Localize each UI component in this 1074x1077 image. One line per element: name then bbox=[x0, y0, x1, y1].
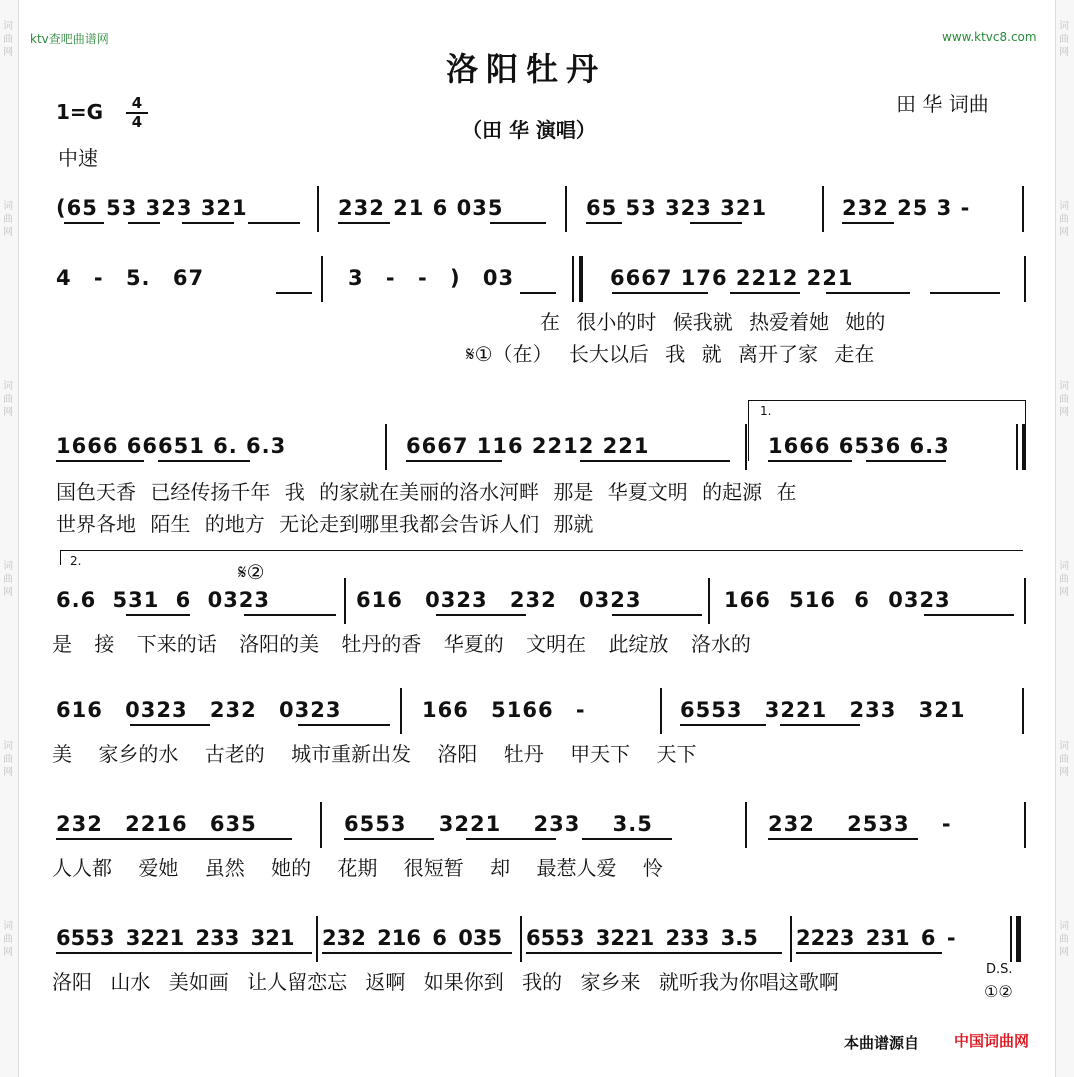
score-measure: 6667 176 2212 221 bbox=[610, 266, 854, 290]
side-watermark: 词曲网 bbox=[3, 561, 13, 598]
bar-line bbox=[400, 688, 402, 734]
volta-label: 1. bbox=[760, 404, 772, 418]
side-watermark: 词曲网 bbox=[3, 741, 13, 778]
beam bbox=[64, 222, 104, 224]
bar-line bbox=[660, 688, 662, 734]
beam bbox=[866, 460, 946, 462]
beam bbox=[56, 952, 312, 954]
song-singer: （田 华 演唱） bbox=[462, 118, 596, 142]
beam bbox=[322, 952, 512, 954]
score-measure: 166 5166 - bbox=[422, 698, 586, 722]
score-measure: 65 53 323 321 bbox=[586, 196, 768, 220]
score-measure: 2223 231 6 - bbox=[796, 926, 956, 950]
song-author: 田 华 词曲 bbox=[896, 92, 989, 116]
lyric-line: 人人都 爱她 虽然 她的 花期 很短暂 却 最惹人爱 怜 bbox=[52, 856, 663, 880]
time-sig-bottom: 4 bbox=[131, 113, 143, 131]
segno-mark: 𝄋② bbox=[238, 560, 265, 584]
beam bbox=[582, 838, 672, 840]
score-measure: 232 25 3 - bbox=[842, 196, 971, 220]
score-measure: (65 53 323 321 bbox=[56, 196, 248, 220]
beam bbox=[796, 952, 942, 954]
score-measure: 6667 116 2212 221 bbox=[406, 434, 650, 458]
side-watermark: 词曲网 bbox=[3, 21, 13, 58]
beam bbox=[768, 838, 918, 840]
beam bbox=[298, 724, 390, 726]
bar-line bbox=[344, 578, 346, 624]
score-measure: 6553 3221 233 321 bbox=[680, 698, 966, 722]
side-watermark: 词曲网 bbox=[1059, 381, 1069, 418]
beam bbox=[490, 222, 546, 224]
bar-line bbox=[385, 424, 387, 470]
score-measure: 3 - - ) 03 bbox=[348, 266, 515, 290]
score-measure: 232 21 6 035 bbox=[338, 196, 504, 220]
side-watermark: 词曲网 bbox=[1059, 561, 1069, 598]
source-site-link[interactable]: 中国词曲网 bbox=[954, 1032, 1030, 1050]
side-watermark: 词曲网 bbox=[1059, 21, 1069, 58]
score-measure: 232 2216 635 bbox=[56, 812, 257, 836]
side-watermark: 词曲网 bbox=[3, 381, 13, 418]
repeat-bar-line bbox=[572, 256, 574, 302]
bar-line bbox=[1024, 578, 1026, 624]
bar-line bbox=[317, 186, 319, 232]
final-bar-line bbox=[1016, 916, 1021, 962]
final-bar-line bbox=[1010, 916, 1012, 962]
beam bbox=[130, 724, 210, 726]
lyric-line: 美 家乡的水 古老的 城市重新出发 洛阳 牡丹 甲天下 天下 bbox=[52, 742, 697, 766]
lyric-line: 是 接 下来的话 洛阳的美 牡丹的香 华夏的 文明在 此绽放 洛水的 bbox=[52, 632, 751, 656]
time-signature bbox=[126, 96, 148, 130]
song-title: 洛阳牡丹 bbox=[446, 50, 607, 88]
beam bbox=[520, 292, 556, 294]
tempo-marking: 中速 bbox=[58, 146, 98, 170]
side-watermark: 词曲网 bbox=[3, 201, 13, 238]
beam bbox=[56, 838, 292, 840]
repeat-bar-line bbox=[579, 256, 583, 302]
score-measure: 616 0323 232 0323 bbox=[356, 588, 642, 612]
bar-line bbox=[708, 578, 710, 624]
score-measure: 6553 3221 233 321 bbox=[56, 926, 295, 950]
volta-bracket-2 bbox=[60, 550, 1023, 565]
score-measure: 1666 6536 6.3 bbox=[768, 434, 950, 458]
left-watermark-strip bbox=[0, 0, 19, 1077]
beam bbox=[526, 952, 782, 954]
lyric-line: 世界各地 陌生 的地方 无论走到哪里我都会告诉人们 那就 bbox=[56, 512, 594, 536]
beam bbox=[182, 222, 234, 224]
beam bbox=[126, 614, 190, 616]
key-signature: 1=G bbox=[56, 100, 104, 124]
side-watermark: 词曲网 bbox=[3, 921, 13, 958]
beam bbox=[128, 222, 160, 224]
beam bbox=[612, 614, 702, 616]
watermark-site-right: www.ktvc8.com bbox=[942, 30, 1037, 44]
lyric-line: 在 很小的时 候我就 热爱着她 她的 bbox=[540, 310, 886, 334]
lyric-line: 洛阳 山水 美如画 让人留恋忘 返啊 如果你到 我的 家乡来 就听我为你唱这歌啊 bbox=[52, 970, 839, 994]
beam bbox=[690, 222, 742, 224]
volta-label: 2. bbox=[70, 554, 82, 568]
beam bbox=[768, 460, 852, 462]
score-measure: 4 - 5. 67 bbox=[56, 266, 205, 290]
bar-line bbox=[790, 916, 792, 962]
beam bbox=[344, 838, 434, 840]
lyric-line: 国色天香 已经传扬千年 我 的家就在美丽的洛水河畔 那是 华夏文明 的起源 在 bbox=[56, 480, 797, 504]
beam bbox=[248, 222, 300, 224]
bar-line bbox=[745, 424, 747, 470]
beam bbox=[158, 460, 250, 462]
beam bbox=[276, 292, 312, 294]
score-measure: 1666 66651 6. 6.3 bbox=[56, 434, 287, 458]
bar-line bbox=[1022, 688, 1024, 734]
bar-line bbox=[565, 186, 567, 232]
score-measure: 232 2533 - bbox=[768, 812, 952, 836]
beam bbox=[930, 292, 1000, 294]
beam bbox=[826, 292, 910, 294]
watermark-site-left: ktv查吧曲谱网 bbox=[30, 32, 109, 46]
time-sig-top: 4 bbox=[131, 94, 143, 112]
beam bbox=[56, 460, 144, 462]
repeat-bar-line bbox=[1022, 424, 1026, 470]
bar-line bbox=[321, 256, 323, 302]
side-watermark: 词曲网 bbox=[1059, 741, 1069, 778]
bar-line bbox=[520, 916, 522, 962]
lyric-line: 𝄋①（在） 长大以后 我 就 离开了家 走在 bbox=[466, 342, 875, 366]
beam bbox=[436, 614, 526, 616]
bar-line bbox=[745, 802, 747, 848]
score-measure: 6.6 531 6 0323 bbox=[56, 588, 271, 612]
side-watermark: 词曲网 bbox=[1059, 921, 1069, 958]
score-measure: 232 216 6 035 bbox=[322, 926, 503, 950]
right-watermark-strip bbox=[1055, 0, 1074, 1077]
beam bbox=[466, 838, 556, 840]
beam bbox=[780, 724, 860, 726]
score-measure: 6553 3221 233 3.5 bbox=[344, 812, 653, 836]
beam bbox=[338, 222, 390, 224]
bar-line bbox=[1024, 256, 1026, 302]
beam bbox=[406, 460, 502, 462]
da-segno-mark: D.S. bbox=[986, 962, 1013, 977]
beam bbox=[586, 222, 622, 224]
beam bbox=[580, 460, 730, 462]
bar-line bbox=[1024, 802, 1026, 848]
da-segno-targets: ①② bbox=[984, 982, 1013, 1001]
bar-line bbox=[320, 802, 322, 848]
beam bbox=[842, 222, 894, 224]
bar-line bbox=[822, 186, 824, 232]
repeat-bar-line bbox=[1016, 424, 1018, 470]
score-measure: 616 0323 232 0323 bbox=[56, 698, 342, 722]
beam bbox=[680, 724, 766, 726]
beam bbox=[730, 292, 800, 294]
side-watermark: 词曲网 bbox=[1059, 201, 1069, 238]
score-measure: 6553 3221 233 3.5 bbox=[526, 926, 758, 950]
bar-line bbox=[1022, 186, 1024, 232]
beam bbox=[924, 614, 1014, 616]
source-label: 本曲谱源自 bbox=[844, 1034, 920, 1052]
score-measure: 166 516 6 0323 bbox=[724, 588, 951, 612]
bar-line bbox=[316, 916, 318, 962]
beam bbox=[612, 292, 708, 294]
beam bbox=[244, 614, 336, 616]
